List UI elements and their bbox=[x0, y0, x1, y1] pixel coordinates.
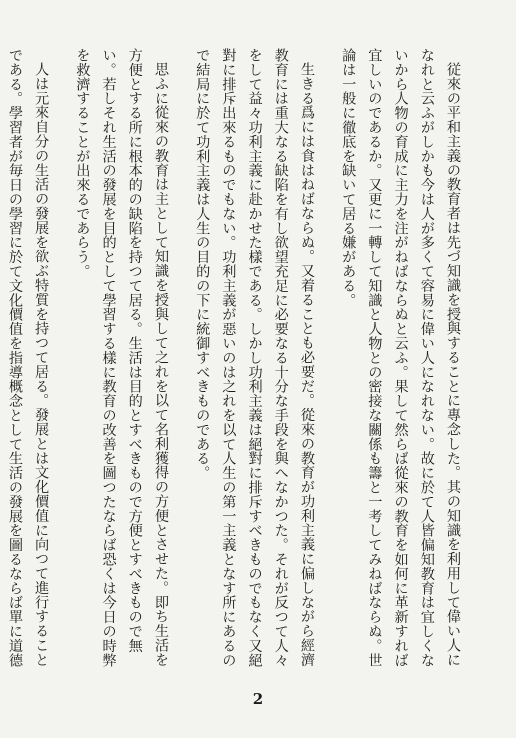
page-number: 2 bbox=[252, 690, 264, 708]
paragraph-2: 生きる爲には食はねばならぬ。又着ることも必要だ。從來の教育が功利主義に偏しながら經濟教育には重大なる缺陷を有し欲望充足に必要なる十分な手段を與へなかつた。それが反つて人々をして益々功利主義に赴かせた樣である。しかし功利主義は絕對に排斥すべきものでもなく又絕對に排斥出來るものでもない。功利主義が惡いのは之れを以て人生の第一主義となす所にあるので結局に於て功利主義は人生の目的の下に統御すべきものである。 bbox=[194, 48, 315, 668]
paragraph-3: 思ふに從來の教育は主として知識を授與して之れを以て名利獲得の方便とさせた。即ち生活を方便とする所に根本的の缺陷を持つて居る。生活は目的とすべきもので方便とすべきもので無い。若しそれ生活の發展を目的として學習する樣に教育の改善を圖つたならば恐くは今日の時弊を救濟することが出來るであらう。 bbox=[74, 48, 169, 668]
vertical-text-body bbox=[6, 48, 466, 678]
paragraph-4: 人は元來自分の生活の發展を欲ぶ特質を持つて居る。發展とは文化價值に向つて進行することである。學習者が毎日の學習に於て文化價值を指導概念として生活の發展を圖るならば單に道德 bbox=[6, 48, 50, 668]
paragraph-1: 従來の平和主義の教育者は先づ知識を授與することに專念した。其の知識を利用して偉い人になれと云ふがしかも今は人が多くて容易に偉い人になれない。故に於て人皆偏知教育は宜しくないから人物の育成に主力を注がねばならぬと云ふ。果して然らば從來の教育を如何に革新すれば宜しいのであるか。又更に一轉して知識と人物との密接な關係も籌と一考してみねばならぬ。世論は一般に徹底を缺いて居る嫌がある。 bbox=[340, 48, 461, 668]
